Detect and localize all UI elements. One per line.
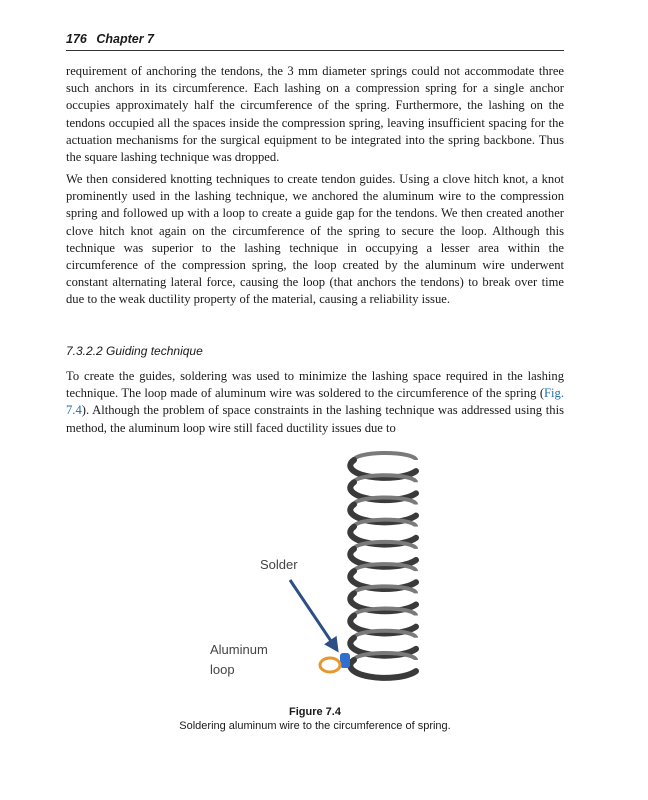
page-number: 176	[66, 32, 87, 46]
solder-arrow	[290, 580, 337, 650]
running-head	[66, 30, 564, 51]
paragraph-1: requirement of anchoring the tendons, the 3 mm diameter springs could not accommodate three such anchors in its circumference. Each lashing on a compression spring for a single anchor occupies approximately half the circumference of the spring. Furthermore, the lashing on the tendons occupied all the spaces inside the compression spring, leaving insufficient spacing for the actuation mechanisms for the surgical equipment to be integrated into the spring backbone. Thus the square lashing technique was dropped.	[66, 64, 564, 165]
figure-caption-text: Soldering aluminum wire to the circumference of spring.	[179, 720, 451, 732]
spring-coil-back	[354, 453, 416, 460]
figure-reference-link[interactable]: Fig. 7.4	[66, 386, 564, 418]
solder-label: Solder	[260, 557, 298, 572]
paragraph-3-text-after: ). Although the problem of space constraints in the lashing technique was addressed using this method, the aluminum loop wire still faced ductility issues due to	[66, 403, 564, 435]
aluminum-loop	[320, 658, 340, 672]
compression-spring	[350, 453, 416, 678]
solder-blob	[340, 653, 350, 668]
figure-caption-title: Figure 7.4	[289, 706, 341, 718]
spring-figure	[190, 445, 460, 700]
paragraph-3	[66, 368, 564, 437]
spring-coil-front	[350, 660, 416, 678]
loop-label: loop	[210, 662, 235, 677]
paragraph-2: We then considered knotting techniques to create tendon guides. Using a clove hitch knot, a knot prominently used in the lashing technique, we anchored the aluminum wire to the compression spring and followed up with a loop to create a guide gap for the tendons. We then created another clove hitch knot again on the circumference of the spring to secure the loop. Although this technique was superior to the lashing technique in occupying a lesser area within the circumference of the compression spring, the loop created by the aluminum wire underwent constant alternating lateral force, causing the loop (that anchors the tendons) to break over time due to the weak ductility property of the material, causing a reliability issue.	[66, 172, 564, 307]
paragraph-3-text-before: To create the guides, soldering was used to minimize the lashing space required in the lashing technique. The loop made of aluminum wire was soldered to the circumference of the spring (	[66, 369, 564, 401]
section-subheading: 7.3.2.2 Guiding technique	[66, 344, 203, 358]
chapter-title: Chapter 7	[96, 32, 154, 46]
aluminum-label: Aluminum	[210, 642, 268, 657]
